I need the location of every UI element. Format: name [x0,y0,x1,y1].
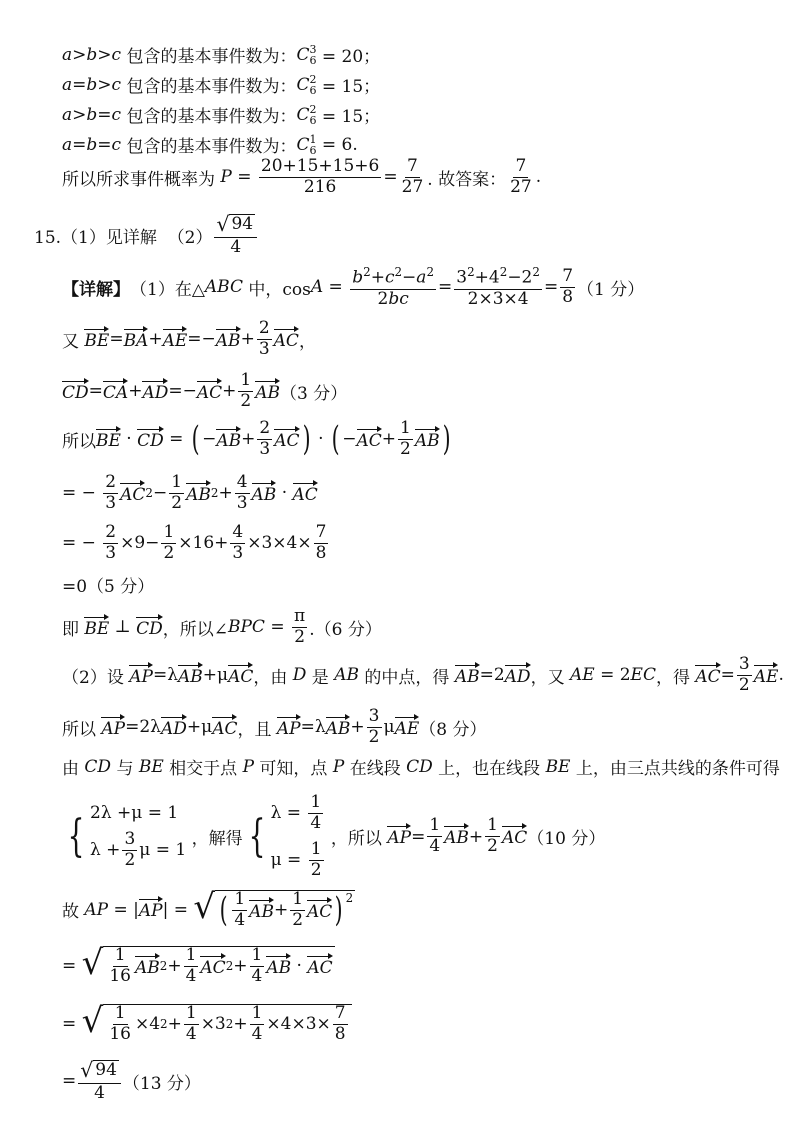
line-6: 15.（1）见详解 （2） √ 94 4 [34,214,259,257]
line-17: 由 CD 与 BE 相交于点 P 可知，点 P 在线段 CD 上，也在线段 BE 上，由三点共线的条件可得 [62,756,780,779]
line-9: CD = CA + AD =− AC + $\frac{1}{2}$ AB （3 分） [62,370,348,411]
line-21: = √ $\frac{1}{16}$ ×4 2 + $\frac{1}{4}$ ×3 2 + $\frac{1}{4}$ ×4×3× $\frac{7}{8}$ [62,1004,352,1044]
line-7: 【详解】 （1）在△ ABC 中，cos A = $\frac{b^2+c^2-a^2}{2bc}$ = $\frac{3^2+4^2-2^2}{2\times 3\times 4}$ = $\frac{7}{8}$ （1 分） [62,265,645,309]
line-2: a = b > c 包含的基本事件数为： C 2 6 = 15； [62,72,381,97]
line-1: a > b > c 包含的基本事件数为： C 3 6 = 20； [62,42,381,67]
line-14: 即 BE ⊥ CD ，所以∠ BPC = $\frac{\pi}{2}$ .（6 分） [62,606,382,647]
line-19: 故 AP = | AP | = √ ( $\frac{1}{4}$ AB + $\frac{1}{2}$ AC ) $^2$ [62,887,354,931]
line-8: 又 BE = BA + AE =− AB + $\frac{2}{3}$ AC ， [62,318,316,359]
line-13: =0（5 分） [62,577,155,597]
line-3: a > b = c 包含的基本事件数为： C 2 6 = 15； [62,102,381,127]
line-11: = − $\frac{2}{3}$ AC 2 − $\frac{1}{2}$ AB 2 + $\frac{4}{3}$ AB · AC [62,472,318,513]
line-20: = √ $\frac{1}{16}$ AB 2 + $\frac{1}{4}$ AC 2 + $\frac{1}{4}$ AB · AC [62,943,333,986]
line-22: = √ 94 4 （13 分） [62,1058,201,1103]
line-18: { 2λ +μ = 1 λ + $\frac{3}{2}$ μ = 1 ，解得 { λ = $\frac{1}{4}$ μ = $\frac{1}{2}$ ，所以 AP = $\frac{1}{4}$ AB + $\frac{1}{2}$ AC （10 分） [67,792,606,880]
line-4: a = b = c 包含的基本事件数为： C 1 6 = 6. [62,132,358,157]
line-5: 所以所求事件概率为 P = $\frac{20+15+15+6}{216}$ = $\frac{7}{27}$ . 故答案： $\frac{7}{27}$ . [62,156,542,197]
line-10: 所以 BE · CD = ( − AB + $\frac{2}{3}$ AC ) · ( − AC + $\frac{1}{2}$ AB ) [62,418,451,460]
line-15: （2）设 AP =λ AB +μ AC ，由 D 是 AB 的中点，得 AB =2 AD ，又 AE = 2 EC ，得 AC = $\frac{3}{2}$ AE . [62,654,784,695]
line-12: = − $\frac{2}{3}$ ×9− $\frac{1}{2}$ ×16+ $\frac{4}{3}$ ×3×4× $\frac{7}{8}$ [62,522,327,563]
line-16: 所以 AP =2λ AD +μ AC ，且 AP =λ AB + $\frac{3}{2}$ μ AE （8 分） [62,706,487,747]
